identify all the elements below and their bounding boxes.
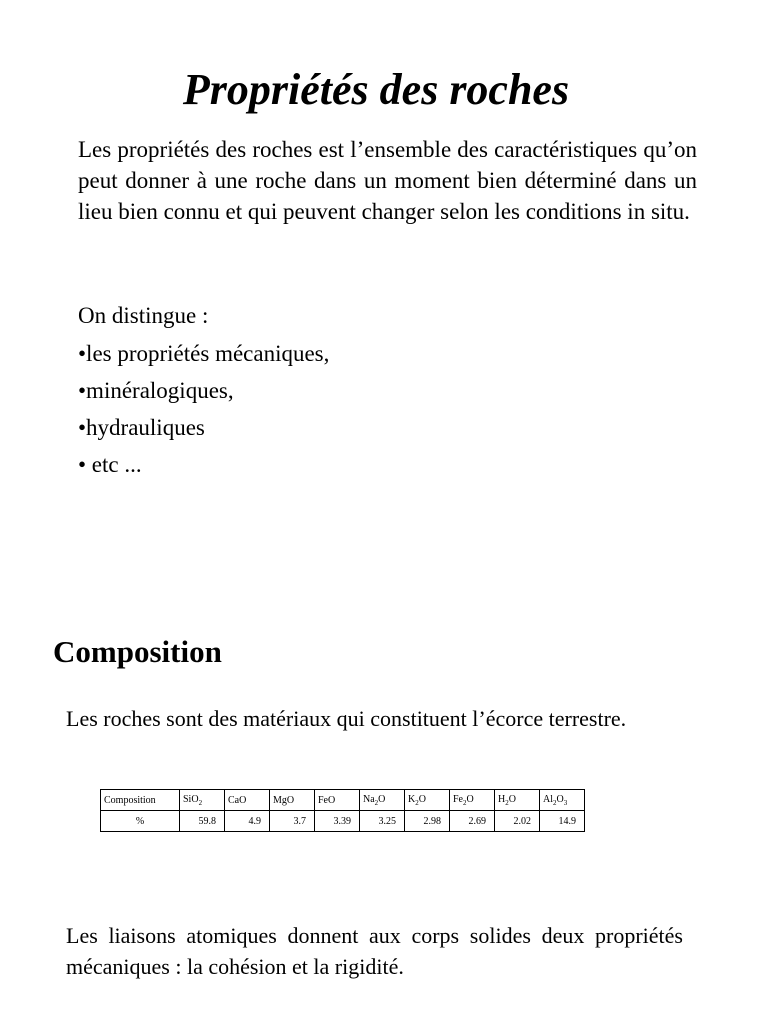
table-cell: 3.39	[315, 811, 360, 832]
table-cell: 2.69	[450, 811, 495, 832]
composition-paragraph: Les roches sont des matériaux qui constituent l’écorce terrestre.	[66, 706, 627, 731]
final-paragraph: Les liaisons atomiques donnent aux corps solides deux propriétés mécaniques : la cohésion et la rigidité.	[66, 923, 683, 979]
section-title: Composition	[53, 634, 222, 669]
properties-list	[78, 338, 329, 486]
table-header-cell: $H_2O$	[495, 790, 540, 811]
list-item: •minéralogiques,	[78, 378, 234, 403]
table-header-cell: $Al_2O_3$	[540, 790, 585, 811]
distinguish-label: On distingue :	[78, 303, 209, 328]
table-cell: 2.02	[495, 811, 540, 832]
table-row	[101, 811, 585, 832]
composition-table	[100, 789, 585, 832]
table-cell: 14.9	[540, 811, 585, 832]
table-cell: 3.7	[270, 811, 315, 832]
table-header-cell: FeO	[315, 790, 360, 811]
table-cell: 2.98	[405, 811, 450, 832]
table-header-label: Composition	[101, 790, 180, 811]
table-row-label: %	[101, 811, 180, 832]
table-header-cell: $Fe_2O$	[450, 790, 495, 811]
table-cell: 3.25	[360, 811, 405, 832]
page-title: Propriétés des roches	[182, 65, 570, 114]
table-header-row	[101, 790, 585, 811]
intro-paragraph: Les propriétés des roches est l’ensemble des caractéristiques qu’on peut donner à une roche dans un moment bien déterminé dans un lieu bien connu et qui peuvent changer selon les conditions in situ.	[78, 137, 697, 224]
table-cell: 59.8	[180, 811, 225, 832]
table-header-cell: SiO$_2$	[180, 790, 225, 811]
table-header-cell: CaO	[225, 790, 270, 811]
table-header-cell: $Na_2O$	[360, 790, 405, 811]
table-cell: 4.9	[225, 811, 270, 832]
table-header-cell: $K_2O$	[405, 790, 450, 811]
list-item: • etc ...	[78, 452, 142, 477]
table-header-cell: MgO	[270, 790, 315, 811]
list-item: •les propriétés mécaniques,	[78, 341, 330, 366]
list-item: •hydrauliques	[78, 415, 205, 440]
